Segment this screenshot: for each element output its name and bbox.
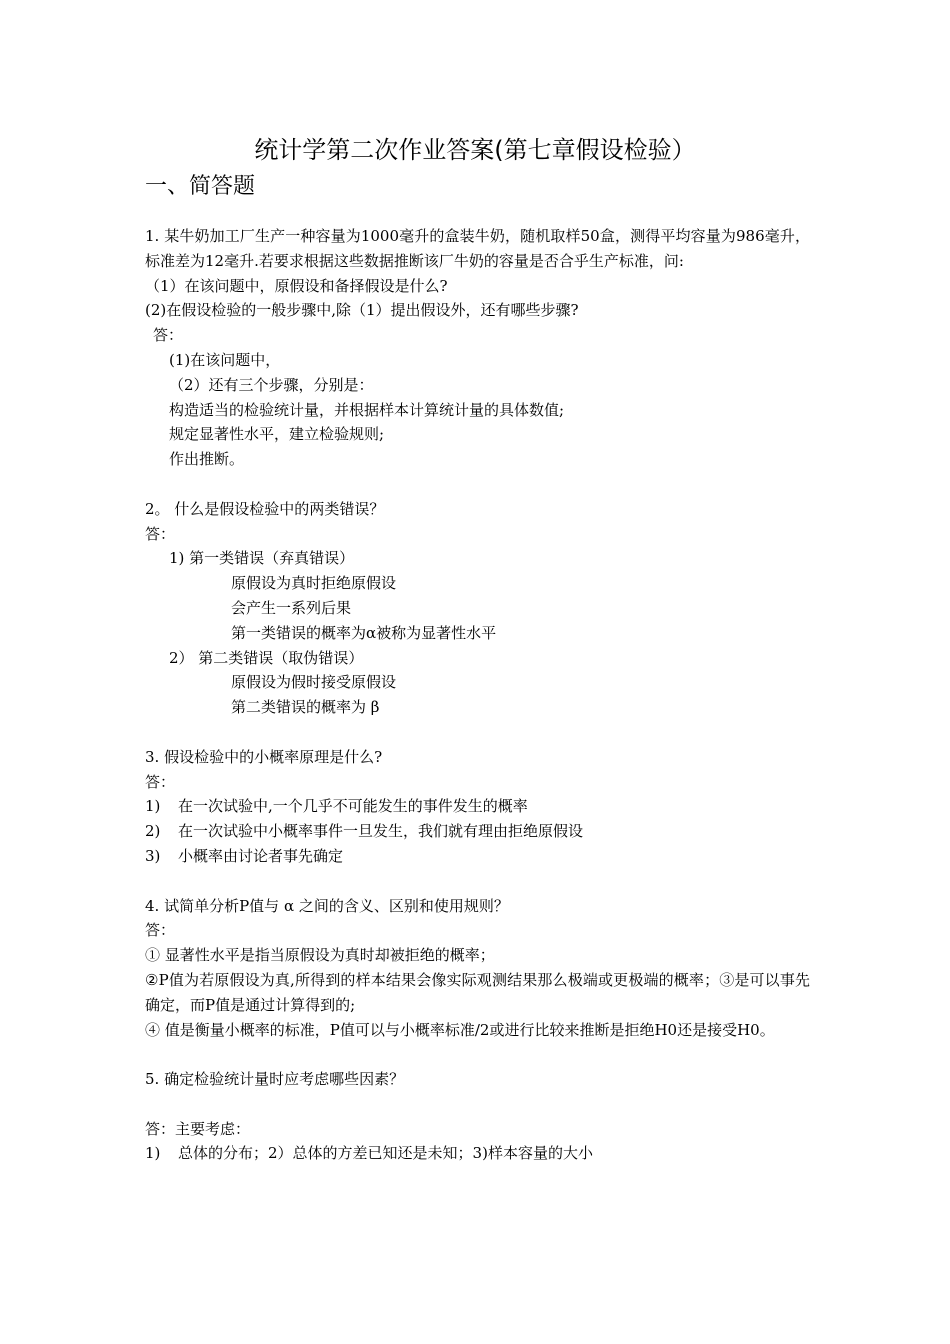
list-item bbox=[145, 819, 810, 844]
question-1-sub-1: （1）在该问题中，原假设和备择假设是什么? bbox=[145, 276, 448, 295]
list-item bbox=[145, 794, 810, 819]
error-type-1-line-1: 原假设为真时拒绝原假设 bbox=[231, 574, 397, 593]
answer-5-label: 答：主要考虑： bbox=[145, 1119, 251, 1138]
list-item-text: 在一次试验中小概率事件一旦发生，我们就有理由拒绝原假设 bbox=[178, 822, 584, 841]
answer-1-line-2: （2）还有三个步骤，分别是： bbox=[169, 375, 374, 394]
answer-1-line-3: 构造适当的检验统计量，并根据样本计算统计量的具体数值; bbox=[169, 400, 565, 419]
answer-4-label: 答： bbox=[145, 921, 176, 940]
answer-4-line-3: ④ 值是衡量小概率的标准，P值可以与小概率标准/2或进行比较来推断是拒绝H0还是接受H0。 bbox=[145, 1020, 775, 1039]
spacer bbox=[145, 472, 810, 497]
list-item-number: 2) bbox=[145, 822, 161, 841]
question-2-text: 2。 什么是假设检验中的两类错误？ bbox=[145, 499, 385, 518]
list-item-text: 总体的分布；2）总体的方差已知还是未知；3)样本容量的大小 bbox=[178, 1144, 593, 1163]
error-type-1-line-3: 第一类错误的概率为α被称为显著性水平 bbox=[231, 623, 497, 642]
error-type-2-line-1: 原假设为假时接受原假设 bbox=[231, 673, 397, 692]
answer-1-line-4: 规定显著性水平，建立检验规则; bbox=[169, 425, 385, 444]
answer-3-label: 答： bbox=[145, 772, 176, 791]
spacer bbox=[145, 869, 810, 894]
answer-4-line-2: ②P值为若原假设为真,所得到的样本结果会像实际观测结果那么极端或更极端的概率；③是可以事先确定，而P值是通过计算得到的; bbox=[145, 970, 810, 1014]
list-item bbox=[145, 844, 810, 869]
spacer bbox=[145, 720, 810, 745]
question-5-text: 5. 确定检验统计量时应考虑哪些因素？ bbox=[145, 1070, 405, 1089]
error-type-2-title: 2） 第二类错误（取伪错误） bbox=[169, 648, 364, 667]
question-1-sub-2: (2)在假设检验的一般步骤中,除（1）提出假设外，还有哪些步骤? bbox=[145, 301, 579, 320]
answer-1-line-5: 作出推断。 bbox=[169, 450, 245, 469]
list-item-number: 3) bbox=[145, 846, 161, 865]
document-title: 统计学第二次作业答案(第七章假设检验） bbox=[254, 136, 696, 164]
spacer bbox=[145, 1042, 810, 1067]
error-type-1-title: 1) 第一类错误（弃真错误） bbox=[169, 549, 355, 568]
question-4-text: 4. 试简单分析P值与 α 之间的含义、区别和使用规则？ bbox=[145, 896, 509, 915]
error-type-2-line-2: 第二类错误的概率为 β bbox=[231, 698, 380, 717]
answer-1-label: 答： bbox=[153, 326, 184, 345]
list-item-number: 1) bbox=[145, 1144, 161, 1163]
answer-4-line-1: ① 显著性水平是指当原假设为真时却被拒绝的概率； bbox=[145, 946, 495, 965]
answer-1-line-1: (1)在该问题中， bbox=[169, 350, 281, 369]
list-item-text: 小概率由讨论者事先确定 bbox=[178, 846, 344, 865]
question-1-text: 1. 某牛奶加工厂生产一种容量为1000毫升的盒装牛奶，随机取样50盒，测得平均容量为986毫升，标准差为12毫升.若要求根据这些数据推断该厂牛奶的容量是否合乎生产标准，问: bbox=[145, 227, 810, 270]
section-heading: 一、简答题 bbox=[145, 174, 256, 199]
list-item-text: 在一次试验中,一个几乎不可能发生的事件发生的概率 bbox=[178, 797, 528, 816]
error-type-1-line-2: 会产生一系列后果 bbox=[231, 598, 352, 617]
document-body bbox=[145, 224, 810, 1166]
answer-2-label: 答： bbox=[145, 524, 176, 543]
spacer bbox=[145, 1092, 810, 1117]
question-3-text: 3. 假设检验中的小概率原理是什么? bbox=[145, 747, 383, 766]
list-item bbox=[145, 1141, 810, 1166]
list-item-number: 1) bbox=[145, 797, 161, 816]
